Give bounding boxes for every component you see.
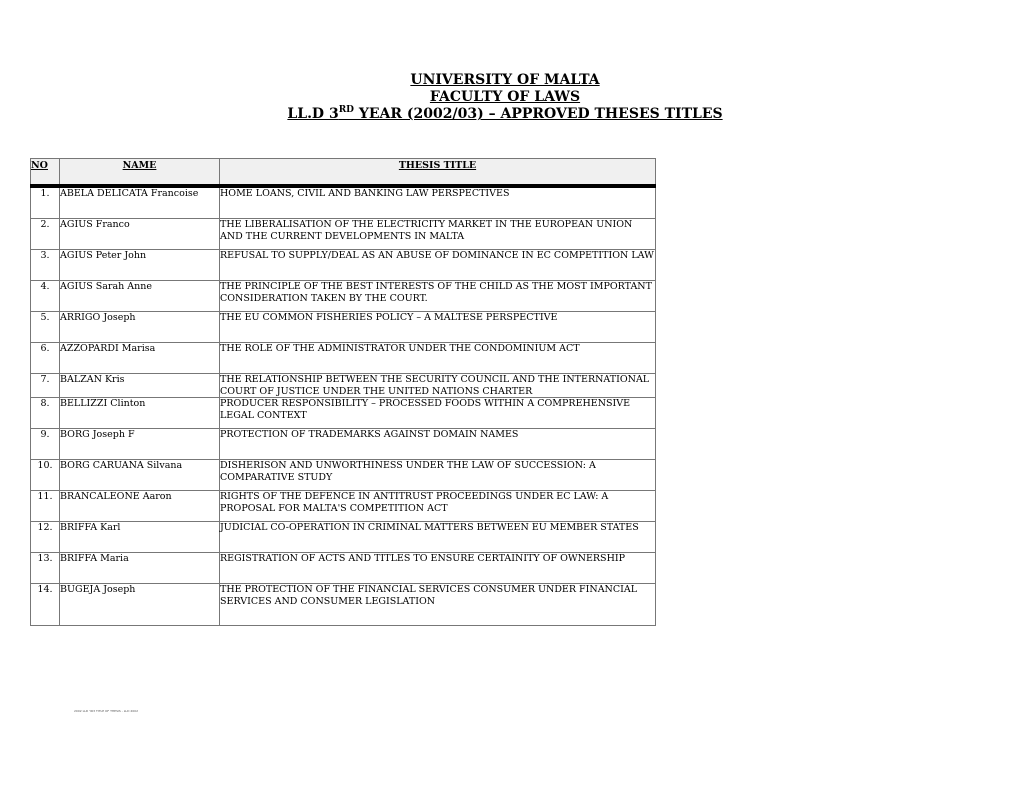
table-row xyxy=(31,374,656,398)
theses-table xyxy=(30,158,656,626)
column-header-name: NAME xyxy=(60,159,220,187)
student-name: AGIUS Peter John xyxy=(60,250,220,281)
student-name: BELLIZZI Clinton xyxy=(60,398,220,429)
table-row xyxy=(31,429,656,460)
row-number: 13. xyxy=(31,553,60,584)
student-name: BALZAN Kris xyxy=(60,374,220,398)
thesis-title: THE PROTECTION OF THE FINANCIAL SERVICES CONSUMER UNDER FINANCIAL SERVICES AND CONSUMER LEGISLATION xyxy=(220,584,656,626)
table-row xyxy=(31,553,656,584)
thesis-title: JUDICIAL CO-OPERATION IN CRIMINAL MATTERS BETWEEN EU MEMBER STATES xyxy=(220,522,656,553)
row-number: 4. xyxy=(31,281,60,312)
row-number: 1. xyxy=(31,186,60,219)
row-number: 9. xyxy=(31,429,60,460)
table-row xyxy=(31,343,656,374)
student-name: BORG Joseph F xyxy=(60,429,220,460)
heading-university: UNIVERSITY OF MALTA xyxy=(410,72,600,88)
row-number: 3. xyxy=(31,250,60,281)
row-number: 2. xyxy=(31,219,60,250)
row-number: 12. xyxy=(31,522,60,553)
column-header-no: NO xyxy=(31,159,60,187)
student-name: AGIUS Franco xyxy=(60,219,220,250)
row-number: 11. xyxy=(31,491,60,522)
heading-prefix: LL.D 3 xyxy=(287,106,339,122)
student-name: BRANCALEONE Aaron xyxy=(60,491,220,522)
heading-theses-titles xyxy=(0,106,1010,123)
thesis-title: HOME LOANS, CIVIL AND BANKING LAW PERSPECTIVES xyxy=(220,186,656,219)
student-name: BRIFFA Karl xyxy=(60,522,220,553)
thesis-title: PROTECTION OF TRADEMARKS AGAINST DOMAIN NAMES xyxy=(220,429,656,460)
table-row xyxy=(31,219,656,250)
student-name: ARRIGO Joseph xyxy=(60,312,220,343)
table-row xyxy=(31,186,656,219)
student-name: BORG CARUANA Silvana xyxy=(60,460,220,491)
thesis-title: THE RELATIONSHIP BETWEEN THE SECURITY COUNCIL AND THE INTERNATIONAL COURT OF JUSTICE UNDER THE UNITED NATIONS CHARTER xyxy=(220,374,656,398)
heading-suffix: YEAR (2002/03) – APPROVED THESES TITLES xyxy=(354,106,723,122)
footer-note: 2002 LLD YR3 TITLE OF THESIS - LLD 2002 xyxy=(74,709,138,713)
table-row xyxy=(31,398,656,429)
row-number: 6. xyxy=(31,343,60,374)
student-name: AZZOPARDI Marisa xyxy=(60,343,220,374)
row-number: 14. xyxy=(31,584,60,626)
heading-superscript: RD xyxy=(338,105,354,115)
table-row xyxy=(31,584,656,626)
heading-faculty: FACULTY OF LAWS xyxy=(429,89,581,105)
student-name: ABELA DELICATA Francoise xyxy=(60,186,220,219)
table-row xyxy=(31,460,656,491)
thesis-title: THE PRINCIPLE OF THE BEST INTERESTS OF THE CHILD AS THE MOST IMPORTANT CONSIDERATION TAKEN BY THE COURT. xyxy=(220,281,656,312)
row-number: 7. xyxy=(31,374,60,398)
student-name: AGIUS Sarah Anne xyxy=(60,281,220,312)
thesis-title: THE LIBERALISATION OF THE ELECTRICITY MARKET IN THE EUROPEAN UNION AND THE CURRENT DEVELOPMENTS IN MALTA xyxy=(220,219,656,250)
thesis-title: THE ROLE OF THE ADMINISTRATOR UNDER THE CONDOMINIUM ACT xyxy=(220,343,656,374)
student-name: BRIFFA Maria xyxy=(60,553,220,584)
thesis-title: RIGHTS OF THE DEFENCE IN ANTITRUST PROCEEDINGS UNDER EC LAW: A PROPOSAL FOR MALTA'S COMPETITION ACT xyxy=(220,491,656,522)
student-name: BUGEJA Joseph xyxy=(60,584,220,626)
thesis-title: DISHERISON AND UNWORTHINESS UNDER THE LAW OF SUCCESSION: A COMPARATIVE STUDY xyxy=(220,460,656,491)
thesis-title: REFUSAL TO SUPPLY/DEAL AS AN ABUSE OF DOMINANCE IN EC COMPETITION LAW xyxy=(220,250,656,281)
table-header-row xyxy=(31,159,656,187)
table-row xyxy=(31,491,656,522)
thesis-title: PRODUCER RESPONSIBILITY – PROCESSED FOODS WITHIN A COMPREHENSIVE LEGAL CONTEXT xyxy=(220,398,656,429)
row-number: 8. xyxy=(31,398,60,429)
table-row xyxy=(31,281,656,312)
table-row xyxy=(31,522,656,553)
thesis-title: REGISTRATION OF ACTS AND TITLES TO ENSURE CERTAINITY OF OWNERSHIP xyxy=(220,553,656,584)
thesis-title: THE EU COMMON FISHERIES POLICY – A MALTESE PERSPECTIVE xyxy=(220,312,656,343)
row-number: 10. xyxy=(31,460,60,491)
table-row xyxy=(31,250,656,281)
table-row xyxy=(31,312,656,343)
column-header-title: THESIS TITLE xyxy=(220,159,656,187)
row-number: 5. xyxy=(31,312,60,343)
